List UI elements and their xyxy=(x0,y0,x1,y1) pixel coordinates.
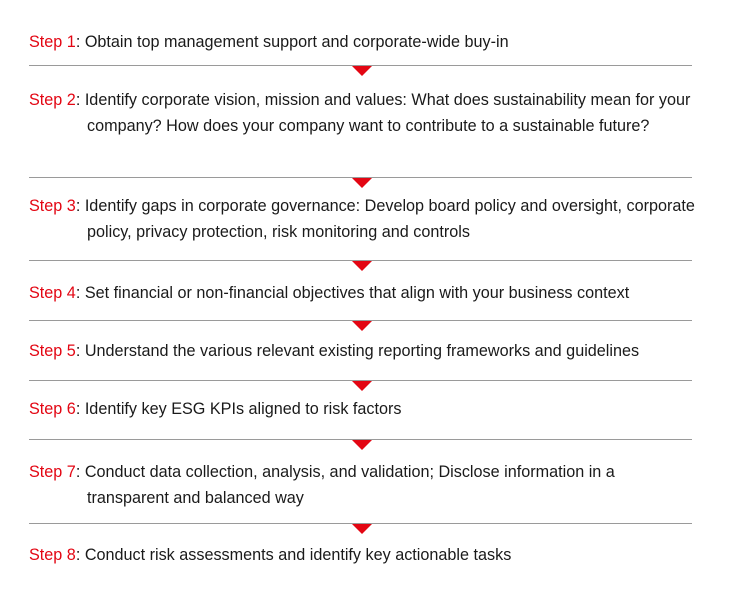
step-1-label: Step 1 xyxy=(29,33,76,51)
step-4-colon: : xyxy=(75,284,81,302)
step-5 xyxy=(29,338,699,364)
step-2-text: Identify corporate vision, mission and values: What does sustainability mean for your company? How does your company want to contribute to a sustainable future? xyxy=(84,91,691,135)
step-1 xyxy=(29,29,699,55)
step-6-colon: : xyxy=(75,400,81,418)
step-8-text: Conduct risk assessments and identify key actionable tasks xyxy=(84,546,512,564)
step-5-colon: : xyxy=(75,342,81,360)
step-3-label: Step 3 xyxy=(29,197,76,215)
step-5-label: Step 5 xyxy=(29,342,76,360)
step-4-text: Set financial or non-financial objectives that align with your business context xyxy=(84,284,630,302)
step-7 xyxy=(29,459,699,511)
step-7-colon: : xyxy=(75,463,81,481)
step-8-colon: : xyxy=(75,546,81,564)
step-2-colon: : xyxy=(75,91,81,109)
step-3-colon: : xyxy=(75,197,81,215)
down-arrow-icon xyxy=(352,321,372,331)
step-8-label: Step 8 xyxy=(29,546,76,564)
step-5-text: Understand the various relevant existing reporting frameworks and guidelines xyxy=(84,342,640,360)
down-arrow-icon xyxy=(352,524,372,534)
step-2-label: Step 2 xyxy=(29,91,76,109)
down-arrow-icon xyxy=(352,66,372,76)
step-2 xyxy=(29,87,699,139)
step-6-text: Identify key ESG KPIs aligned to risk factors xyxy=(84,400,402,418)
step-3 xyxy=(29,193,699,245)
step-4-label: Step 4 xyxy=(29,284,76,302)
step-7-text: Conduct data collection, analysis, and validation; Disclose information in a transparent and balanced way xyxy=(84,463,615,507)
down-arrow-icon xyxy=(352,440,372,450)
step-1-text: Obtain top management support and corporate-wide buy-in xyxy=(84,33,509,51)
down-arrow-icon xyxy=(352,381,372,391)
step-6-label: Step 6 xyxy=(29,400,76,418)
step-7-label: Step 7 xyxy=(29,463,76,481)
step-1-colon: : xyxy=(75,33,81,51)
step-4 xyxy=(29,280,699,306)
down-arrow-icon xyxy=(352,261,372,271)
down-arrow-icon xyxy=(352,178,372,188)
step-6 xyxy=(29,396,699,422)
step-3-text: Identify gaps in corporate governance: Develop board policy and oversight, corporate policy, privacy protection, risk monitoring and controls xyxy=(84,197,695,241)
step-8 xyxy=(29,542,699,568)
